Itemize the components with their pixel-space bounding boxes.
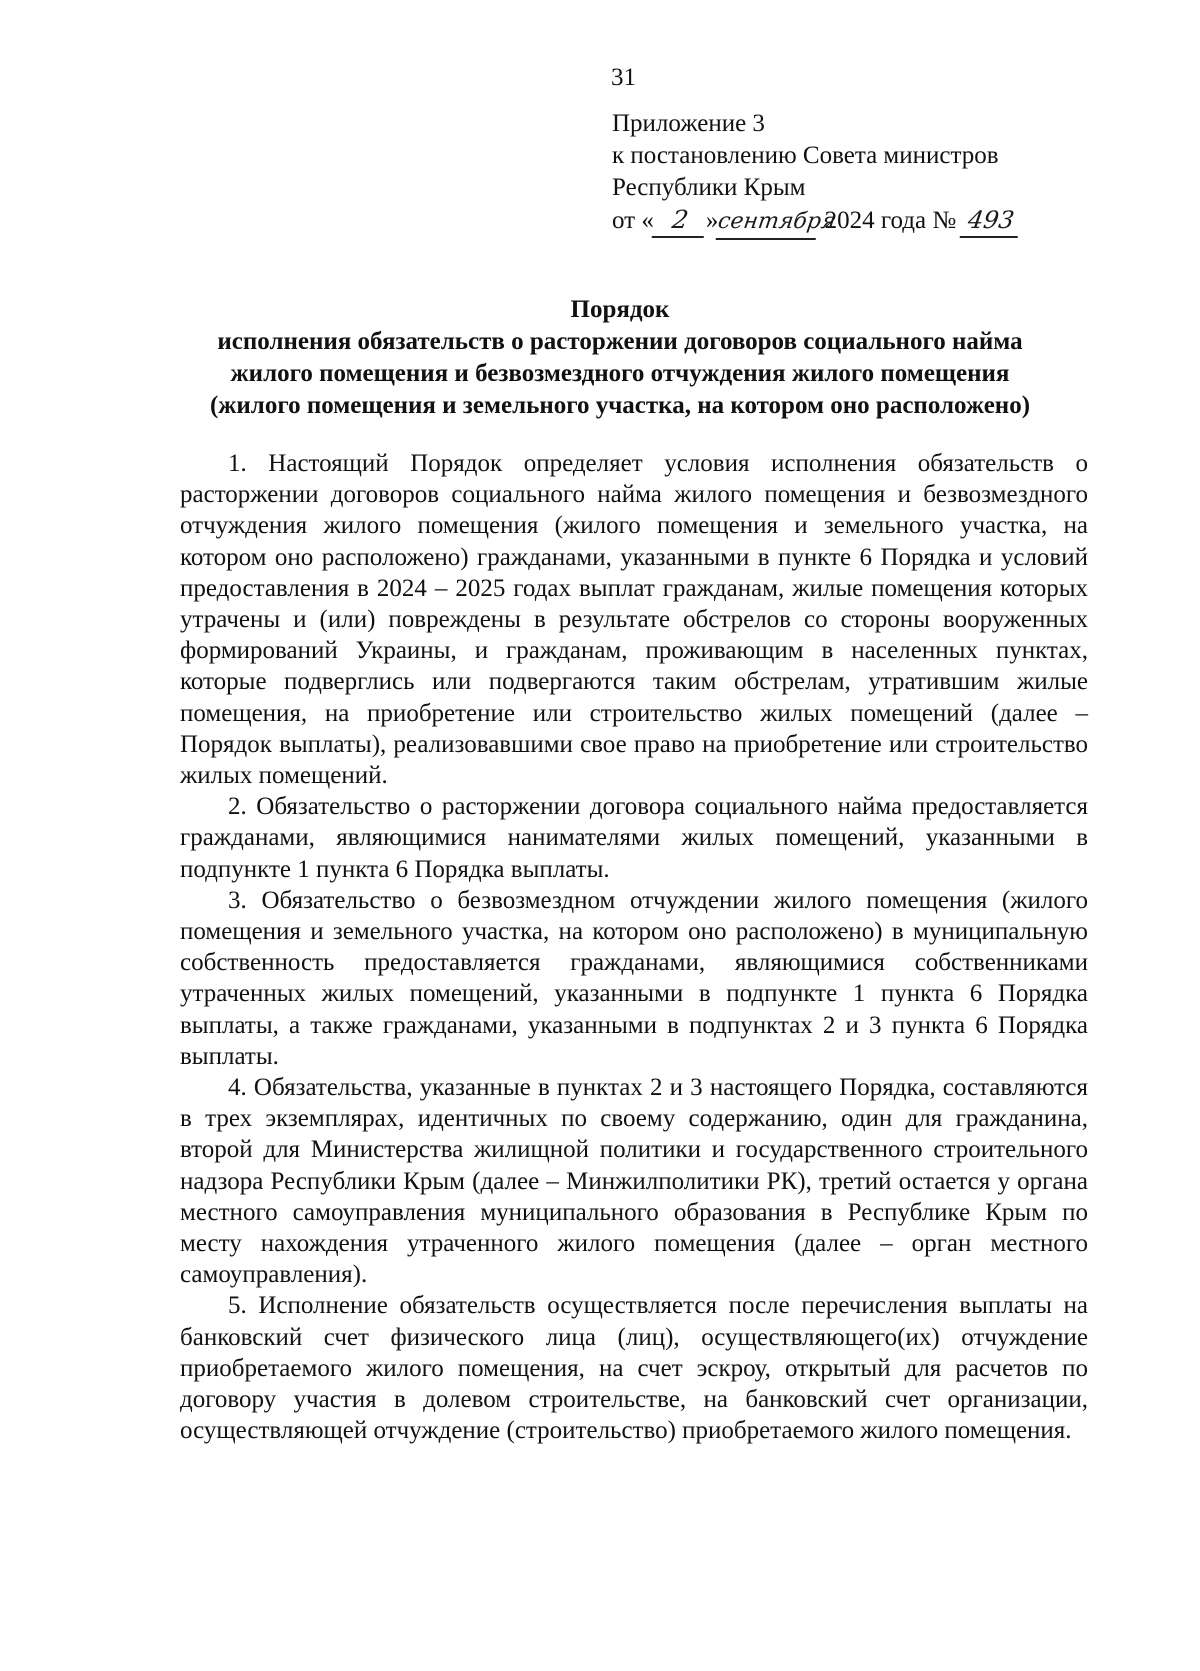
appendix-republic: Республики Крым <box>612 174 806 201</box>
handwritten-month: сентября <box>716 206 821 240</box>
title-line-1: исполнения обязательств о расторжении договоров социального найма <box>217 328 1023 355</box>
date-mid: » <box>705 207 719 234</box>
document-body <box>180 448 1088 1447</box>
appendix-date-line <box>612 204 1082 240</box>
appendix-header <box>612 108 1082 240</box>
paragraph-5: 5. Исполнение обязательств осуществляется после перечисления выплаты на банковский счет физического лица (лиц), осуществляющего(их) отчуждение приобретаемого жилого помещения, на счет эскроу, открытый для расчетов по договору участия в долевом строительстве, на банковский счет организации, осуществляющей отчуждение (строительство) приобретаемого жилого помещения. <box>180 1292 1088 1445</box>
year-text: 2024 года № <box>824 207 957 234</box>
paragraph-3: 3. Обязательство о безвозмездном отчуждении жилого помещения (жилого помещения и земельного участка, на котором оно расположено) в муниципальную собственность предоставляется гражданами, являющимися собственниками утраченных жилых помещений, указанными в подпункте 1 пункта 6 Порядка выплаты, а также гражданами, указанными в подпунктах 2 и 3 пункта 6 Порядка выплаты. <box>180 886 1088 1070</box>
appendix-reference: к постановлению Совета министров <box>612 142 999 169</box>
handwritten-day: 2 <box>651 204 708 238</box>
appendix-title: Приложение 3 <box>612 110 765 137</box>
paragraph-2: 2. Обязательство о расторжении договора социального найма предоставляется гражданами, являющимися нанимателями жилых помещений, указанными в подпункте 1 пункта 6 Порядка выплаты. <box>180 793 1088 883</box>
title-line-2: жилого помещения и безвозмездного отчуждения жилого помещения <box>230 360 1010 387</box>
title-line-3: (жилого помещения и земельного участка, на котором оно расположено) <box>209 392 1031 419</box>
document-title <box>150 294 1090 422</box>
handwritten-number: 493 <box>960 204 1023 238</box>
date-prefix: от « <box>612 207 654 234</box>
title-heading: Порядок <box>570 296 670 323</box>
paragraph-4: 4. Обязательства, указанные в пунктах 2 и 3 настоящего Порядка, составляются в трех экземплярах, идентичных по своему содержанию, один для гражданина, второй для Министерства жилищной политики и государственного строительного надзора Республики Крым (далее – Минжилполитики РК), третий остается у органа местного самоуправления муниципального образования в Республике Крым по месту нахождения утраченного жилого помещения (далее – орган местного самоуправления). <box>180 1074 1088 1289</box>
paragraph-1: 1. Настоящий Порядок определяет условия исполнения обязательств о расторжении договоров социального найма жилого помещения и безвозмездного отчуждения жилого помещения (жилого помещения и земельного участка, на котором оно расположено) гражданами, указанными в пункте 6 Порядка и условий предоставления в 2024 – 2025 годах выплат гражданам, жилые помещения которых утрачены и (или) повреждены в результате обстрелов со стороны вооруженных формирований Украины, и гражданам, проживающим в населенных пунктах, которые подверглись или подвергаются таким обстрелам, утратившим жилые помещения, на приобретение или строительство жилых помещений (далее – Порядок выплаты), реализовавшими свое право на приобретение или строительство жилых помещений. <box>180 450 1088 790</box>
page-number: 31 <box>611 64 636 91</box>
